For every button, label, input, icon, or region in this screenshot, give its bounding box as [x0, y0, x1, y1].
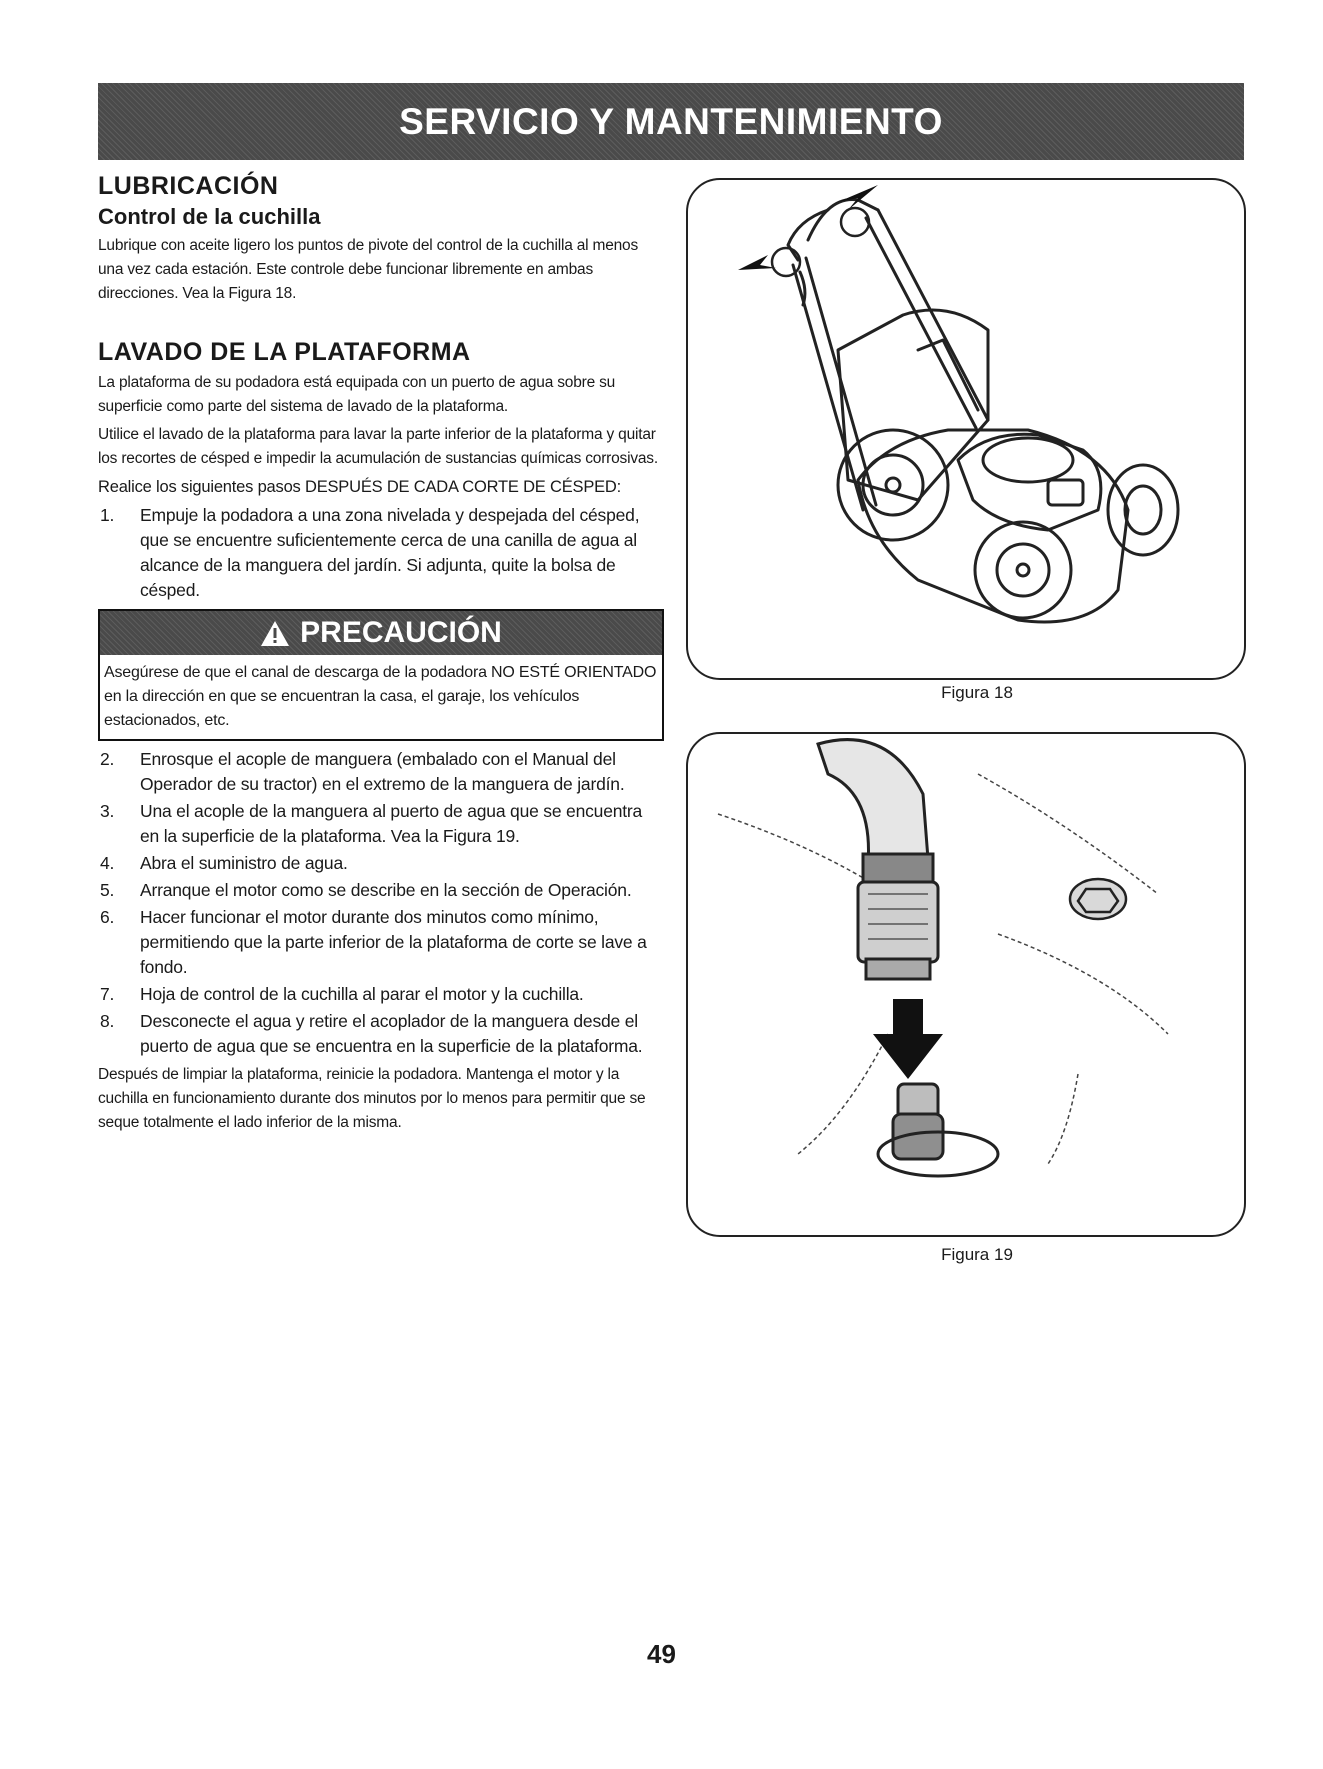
steps-list-part1: [98, 503, 664, 603]
deck-wash-heading: LAVADO DE LA PLATAFORMA: [98, 338, 471, 366]
page-number: 49: [647, 1639, 676, 1669]
deck-wash-purpose: Utilice el lavado de la plataforma para lavar la parte inferior de la plataforma y quitar los recortes de césped e impedir la acumulación de sustancias químicas corrosivas.: [98, 426, 658, 467]
blade-control-subheading: Control de la cuchilla: [98, 204, 321, 229]
left-column: [98, 172, 664, 1139]
figure-19-hose-coupler-illustration: [686, 732, 1246, 1237]
hose-coupler-icon: [688, 734, 1244, 1235]
steps-list-part2: [98, 747, 664, 1059]
lawn-mower-icon: [688, 180, 1244, 678]
lubrication-paragraph: Lubrique con aceite ligero los puntos de pivote del control de la cuchilla al menos una vez cada estación. Este controle debe funcionar libremente en ambas direcciones. Vea la Figura 18.: [98, 237, 639, 302]
list-item: 1. Empuje la podadora a una zona nivelada y despejada del césped, que se encuentre suficientemente cerca de una canilla de agua al alcance de la manguera del jardín. Si adjunta, quite la bolsa de césped.: [100, 505, 640, 600]
section-title: SERVICIO Y MANTENIMIENTO: [399, 100, 943, 142]
list-item: 3. Una el acople de la manguera al puerto de agua que se encuentra en la superficie de la plataforma. Vea la Figura 19.: [100, 801, 643, 846]
deck-wash-when: Realice los siguientes pasos DESPUÉS DE CADA CORTE DE CÉSPED:: [98, 478, 622, 496]
figure-18-caption: Figura 18: [941, 683, 1013, 702]
list-item: 7. Hoja de control de la cuchilla al parar el motor y la cuchilla.: [100, 984, 584, 1004]
figure-18-mower-illustration: [686, 178, 1246, 680]
lubricacion-heading: LUBRICACIÓN: [98, 172, 279, 200]
caution-text: Asegúrese de que el canal de descarga de la podadora NO ESTÉ ORIENTADO en la dirección en que se encuentran la casa, el garaje, los vehículos estacionados, etc.: [104, 664, 657, 729]
list-item: 4. Abra el suministro de agua.: [100, 853, 348, 873]
deck-wash-intro: La plataforma de su podadora está equipada con un puerto de agua sobre su superficie como parte del sistema de lavado de la plataforma.: [98, 374, 616, 415]
list-item: 8. Desconecte el agua y retire el acoplador de la manguera desde el puerto de agua que se encuentra en la superficie de la plataforma.: [100, 1011, 643, 1056]
closing-paragraph: Después de limpiar la plataforma, reinicie la podadora. Mantenga el motor y la cuchilla en funcionamiento durante dos minutos por lo menos para permitir que se seque totalmente el lado inferior de la misma.: [98, 1066, 646, 1131]
caution-header: [100, 611, 662, 655]
list-item: 5. Arranque el motor como se describe en la sección de Operación.: [100, 880, 632, 900]
figure-19-caption: Figura 19: [941, 1245, 1013, 1264]
list-item: 2. Enrosque el acople de manguera (embalado con el Manual del Operador de su tractor) en el extremo de la manguera de jardín.: [100, 749, 625, 794]
caution-title: PRECAUCIÓN: [300, 616, 502, 649]
warning-triangle-icon: [260, 620, 290, 647]
list-item: 6. Hacer funcionar el motor durante dos minutos como mínimo, permitiendo que la parte inferior de la plataforma de corte se lave a fondo.: [100, 907, 647, 977]
section-header-banner: [98, 83, 1244, 160]
caution-box: [98, 609, 664, 741]
